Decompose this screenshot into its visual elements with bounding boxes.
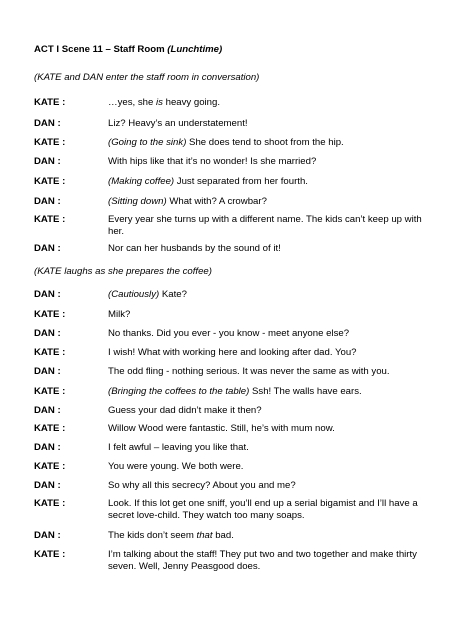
spoken-text: Kate? xyxy=(159,289,187,300)
spoken-text: I’m talking about the staff! They put two and two together and make thirty seven. Well, Jenny Peasgood does. xyxy=(108,549,417,572)
spoken-text: Ssh! The walls have ears. xyxy=(249,386,362,397)
speaker-name: KATE : xyxy=(34,176,66,187)
dialogue-text xyxy=(108,118,426,130)
dialogue-text xyxy=(108,97,426,109)
dialogue-text xyxy=(108,214,426,237)
stage-note: is xyxy=(156,97,163,108)
spoken-text: Milk? xyxy=(108,309,131,320)
speaker-name: KATE : xyxy=(34,137,66,148)
dialogue-text xyxy=(108,243,426,255)
stage-note: (Sitting down) xyxy=(108,196,167,207)
speaker-name: KATE : xyxy=(34,423,66,434)
speaker-name: KATE : xyxy=(34,386,66,397)
spoken-text: So why all this secrecy? About you and me? xyxy=(108,480,296,491)
dialogue-text xyxy=(108,405,426,417)
speaker-name: KATE : xyxy=(34,97,66,108)
speaker-name: KATE : xyxy=(34,347,66,358)
spoken-text: No thanks. Did you ever - you know - meet anyone else? xyxy=(108,328,350,339)
scene-heading xyxy=(34,44,222,56)
speaker-name: DAN : xyxy=(34,289,61,300)
speaker-name: DAN : xyxy=(34,243,61,254)
speaker-name: DAN : xyxy=(34,118,61,129)
dialogue-text xyxy=(108,196,426,208)
dialogue-text xyxy=(108,498,426,521)
speaker-name: DAN : xyxy=(34,156,61,167)
dialogue-text xyxy=(108,461,426,473)
stage-note: that xyxy=(196,530,213,541)
spoken-text: Nor can her husbands by the sound of it! xyxy=(108,243,281,254)
speaker-name: DAN : xyxy=(34,480,61,491)
spoken-text: The kids don’t seem xyxy=(108,530,197,541)
spoken-text: …yes, she xyxy=(108,97,156,108)
speaker-name: KATE : xyxy=(34,498,66,509)
spoken-text: Look. If this lot get one sniff, you’ll end up a serial bigamist and I’ll have a secret love-child. They watch too many soaps. xyxy=(108,498,418,521)
dialogue-text xyxy=(108,366,426,378)
dialogue-text xyxy=(108,176,426,188)
stage-direction: (KATE laughs as she prepares the coffee) xyxy=(34,266,212,277)
speaker-name: DAN : xyxy=(34,530,61,541)
dialogue-text xyxy=(108,423,426,435)
speaker-name: DAN : xyxy=(34,366,61,377)
spoken-text: Willow Wood were fantastic. Still, he’s with mum now. xyxy=(108,423,335,434)
dialogue-text xyxy=(108,328,426,340)
spoken-text: I wish! What with working here and looking after dad. You? xyxy=(108,347,357,358)
dialogue-text xyxy=(108,386,426,398)
dialogue-text xyxy=(108,442,426,454)
spoken-text: She does tend to shoot from the hip. xyxy=(186,137,344,148)
stage-note: (Making coffee) xyxy=(108,176,175,187)
spoken-text: Just separated from her fourth. xyxy=(174,176,308,187)
dialogue-text xyxy=(108,480,426,492)
stage-direction: (KATE and DAN enter the staff room in conversation) xyxy=(34,72,260,83)
spoken-text: heavy going. xyxy=(162,97,221,108)
spoken-text: Every year she turns up with a different name. The kids can’t keep up with her. xyxy=(108,214,422,237)
speaker-name: KATE : xyxy=(34,309,66,320)
scene-heading-text: ACT I Scene 11 – Staff Room xyxy=(34,44,168,55)
stage-note: (Going to the sink) xyxy=(108,137,187,148)
spoken-text: Liz? Heavy’s an understatement! xyxy=(108,118,248,129)
dialogue-text xyxy=(108,156,426,168)
spoken-text: What with? A crowbar? xyxy=(166,196,267,207)
speaker-name: KATE : xyxy=(34,214,66,225)
speaker-name: KATE : xyxy=(34,461,66,472)
stage-note: (Bringing the coffees to the table) xyxy=(108,386,250,397)
spoken-text: With hips like that it’s no wonder! Is she married? xyxy=(108,156,317,167)
dialogue-text xyxy=(108,549,426,572)
spoken-text: The odd fling - nothing serious. It was never the same as with you. xyxy=(108,366,390,377)
dialogue-text xyxy=(108,309,426,321)
dialogue-text xyxy=(108,347,426,359)
spoken-text: Guess your dad didn’t make it then? xyxy=(108,405,262,416)
speaker-name: DAN : xyxy=(34,442,61,453)
speaker-name: KATE : xyxy=(34,549,66,560)
dialogue-text xyxy=(108,289,426,301)
spoken-text: You were young. We both were. xyxy=(108,461,244,472)
speaker-name: DAN : xyxy=(34,405,61,416)
stage-note: (Cautiously) xyxy=(108,289,160,300)
speaker-name: DAN : xyxy=(34,328,61,339)
scene-heading-time: (Lunchtime) xyxy=(167,44,223,55)
spoken-text: I felt awful – leaving you like that. xyxy=(108,442,249,453)
speaker-name: DAN : xyxy=(34,196,61,207)
dialogue-text xyxy=(108,137,426,149)
spoken-text: bad. xyxy=(212,530,234,541)
dialogue-text xyxy=(108,530,426,542)
